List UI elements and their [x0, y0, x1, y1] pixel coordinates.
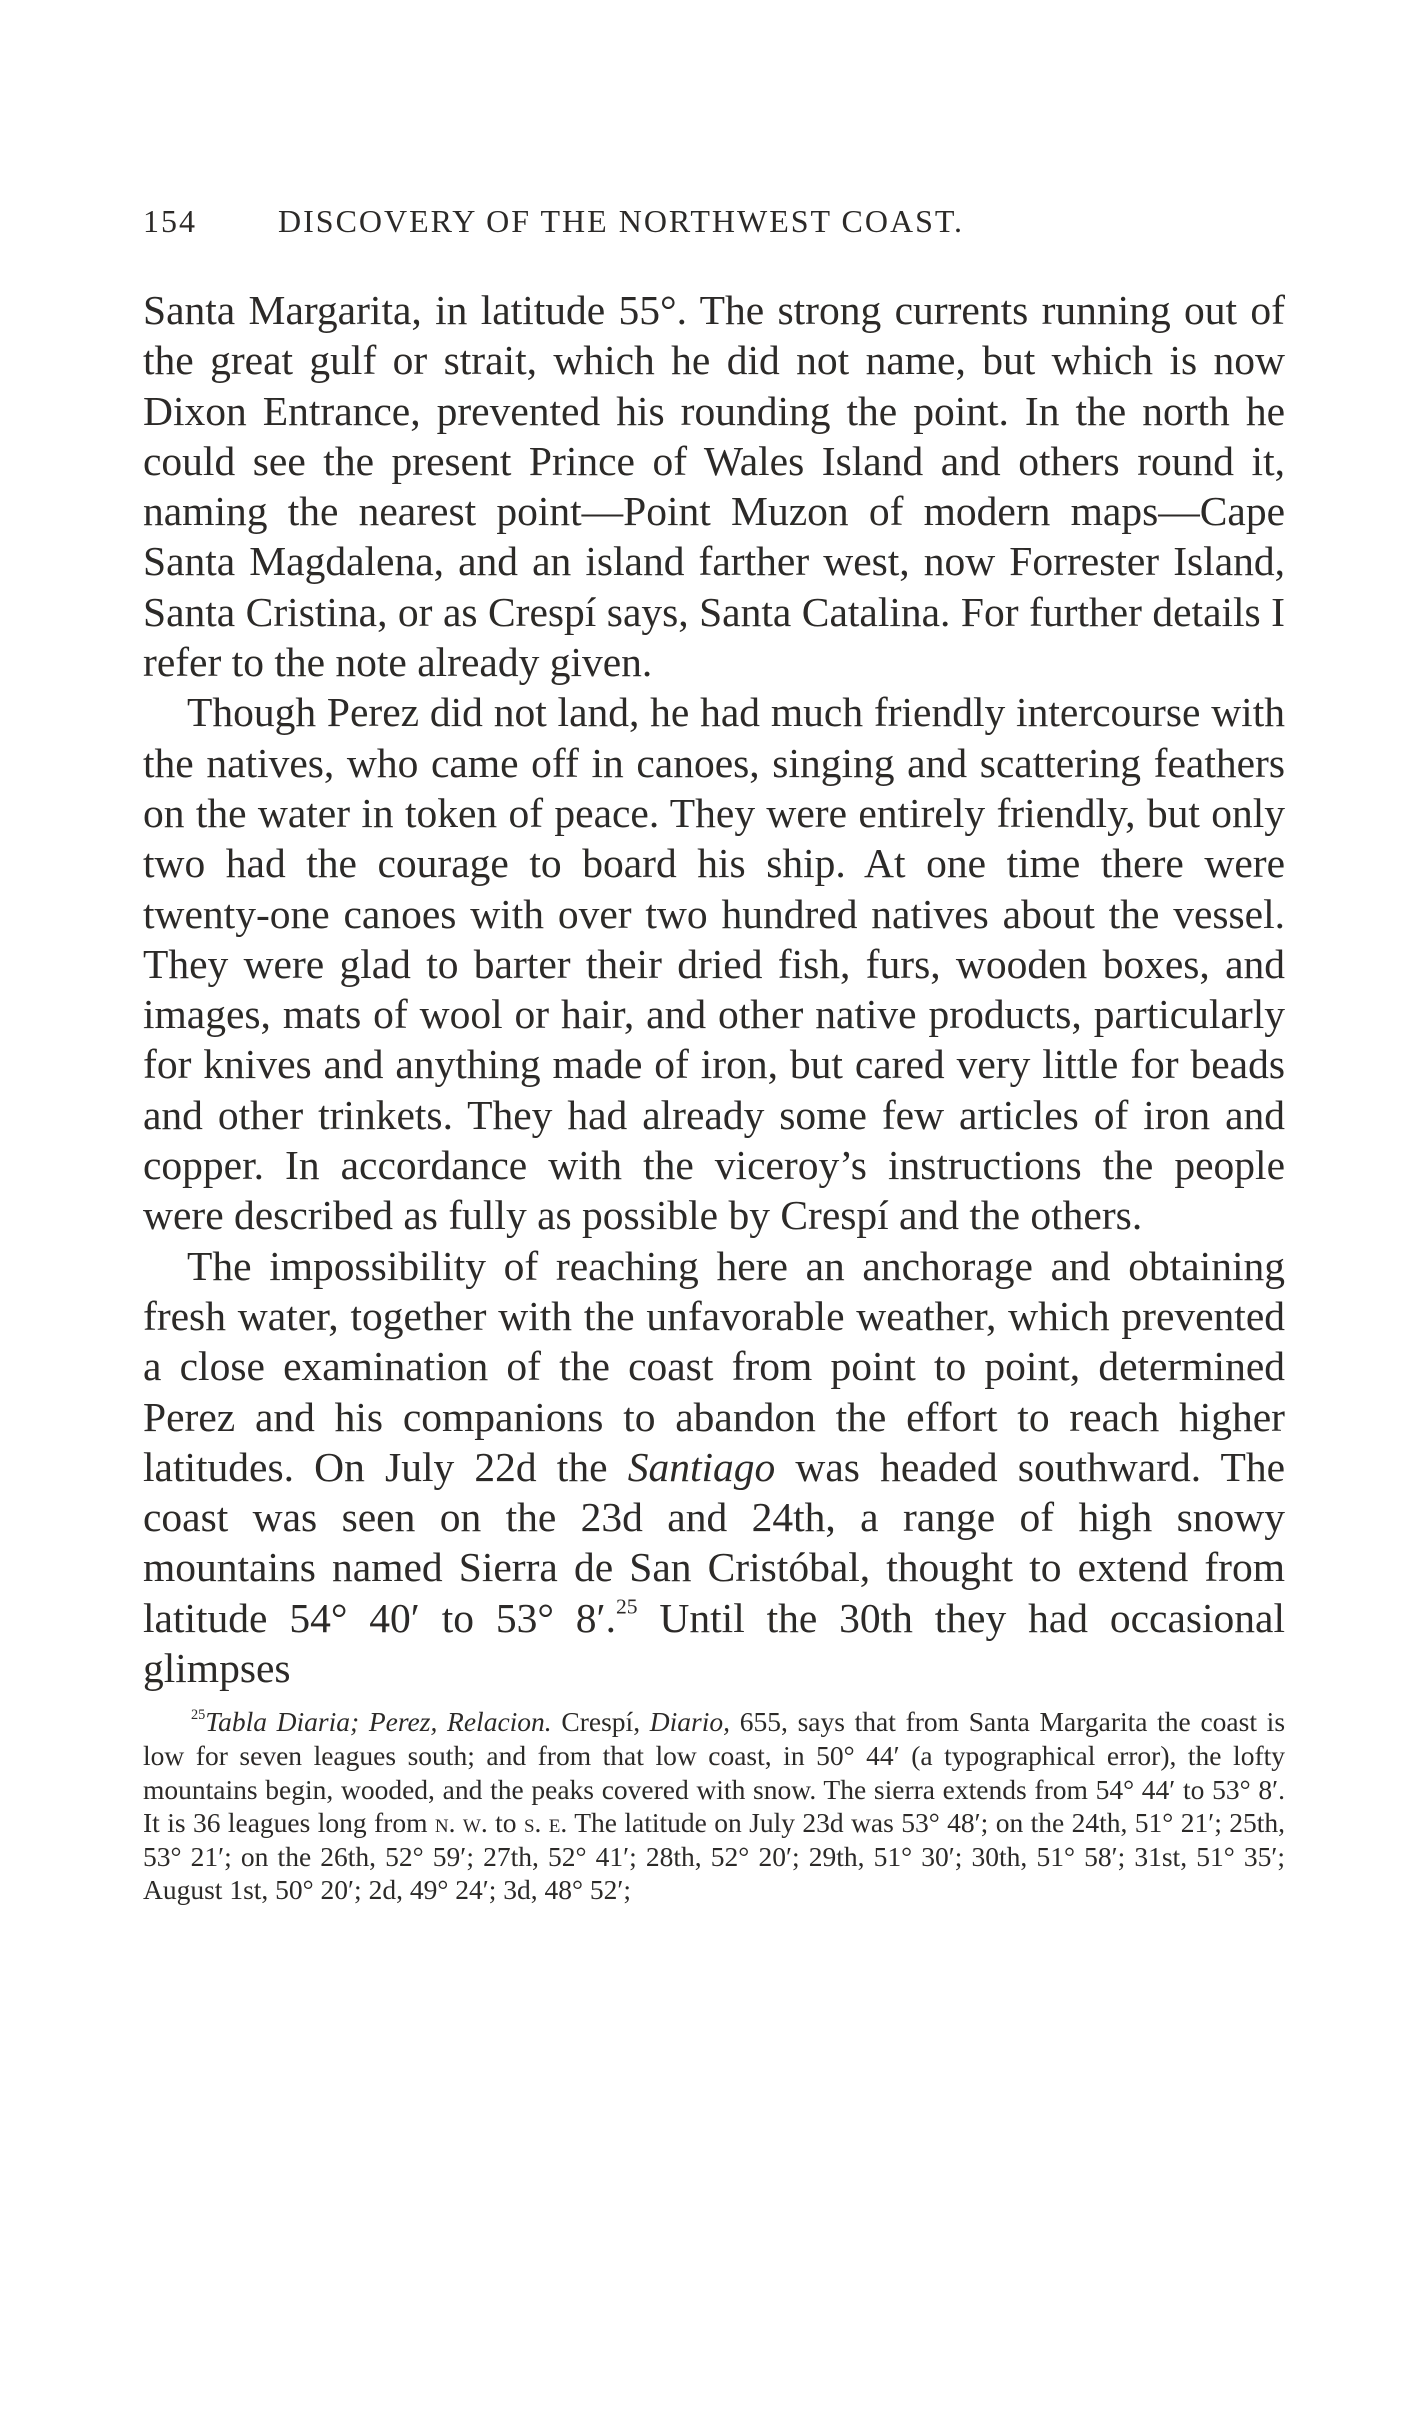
footnote-direction-from: n. w. [434, 1807, 488, 1839]
ship-name-santiago: Santiago [627, 1443, 776, 1490]
paragraph-3-text-middle: was headed southward. The coast was seen on the 23d and 24th, a range of high snowy mountains named Sierra de San Cristóbal, thought to extend from latitude 54° 40′ to 53° 8′. [143, 1443, 1286, 1641]
page-number: 154 [143, 203, 197, 239]
running-head-title: DISCOVERY OF THE NORTHWEST COAST. [278, 203, 965, 239]
paragraph-3-text-start: The impossibility of reaching here an anchorage and obtaining fresh water, together with the unfavorable weather, which prevented a close examination of the coast from point to point, determined Perez and his companions to abandon the effort to reach higher latitudes. On July 22d the [143, 1242, 1285, 1490]
footnote-text-1: Crespí, [561, 1706, 641, 1738]
footnote-25 [143, 1705, 1285, 1907]
paragraph-3-text-end: Until the 30th they had occasional glimpses [143, 1594, 1285, 1692]
footnote-text-3: to [495, 1807, 517, 1839]
footnote-text-2: 655, says that from Santa Margarita the coast is low for seven leagues south; and from that low coast, in 50° 44′ (a typographical error), the lofty mountains begin, wooded, and the peaks covered with snow. The sierra extends from 54° 44′ to 53° 8′. It is 36 leagues long from [143, 1706, 1286, 1839]
body-text [143, 285, 1285, 1693]
paragraph-2: Though Perez did not land, he had much friendly intercourse with the natives, who came off in canoes, singing and scattering feathers on the water in token of peace. They were entirely friendly, but only two had the courage to board his ship. At one time there were twenty-one canoes with over two hundred natives about the vessel. They were glad to barter their dried fish, furs, wooden boxes, and images, mats of wool or hair, and other native products, particularly for knives and anything made of iron, but cared very little for beads and other trinkets. They had already some few articles of iron and copper. In accordance with the viceroy’s instructions the people were described as fully as possible by Crespí and the others. [143, 689, 1285, 1239]
footnote-source-titles: Tabla Diaria; Perez, Relacion. [205, 1706, 552, 1738]
footnote-direction-to: s. e. [523, 1807, 568, 1839]
running-head [143, 203, 1285, 263]
footnote-reference: 25 [615, 1594, 638, 1619]
footnote-marker: 25 [191, 1707, 206, 1724]
footnote-text-4: The latitude on July 23d was 53° 48′; on the 24th, 51° 21′; 25th, 53° 21′; on the 26th, 52° 59′; 27th, 52° 41′; 28th, 52° 20′; 29th, 51° 30′; 30th, 51° 58′; 31st, 51° 35′; August 1st, 50° 20′; 2d, 49° 24′; 3d, 48° 52′; [143, 1807, 1286, 1906]
footnote-diario-title: Diario, [649, 1706, 731, 1738]
paragraph-1: Santa Margarita, in latitude 55°. The strong currents running out of the great gulf or strait, which he did not name, but which is now Dixon Entrance, prevented his rounding the point. In the north he could see the present Prince of Wales Island and others round it, naming the nearest point—Point Muzon of modern maps—Cape Santa Magdalena, and an island farther west, now Forrester Island, Santa Cristina, or as Crespí says, Santa Catalina. For further details I refer to the note already given. [143, 287, 1285, 686]
book-page [143, 203, 1285, 1907]
paragraph-3 [143, 1241, 1285, 1694]
